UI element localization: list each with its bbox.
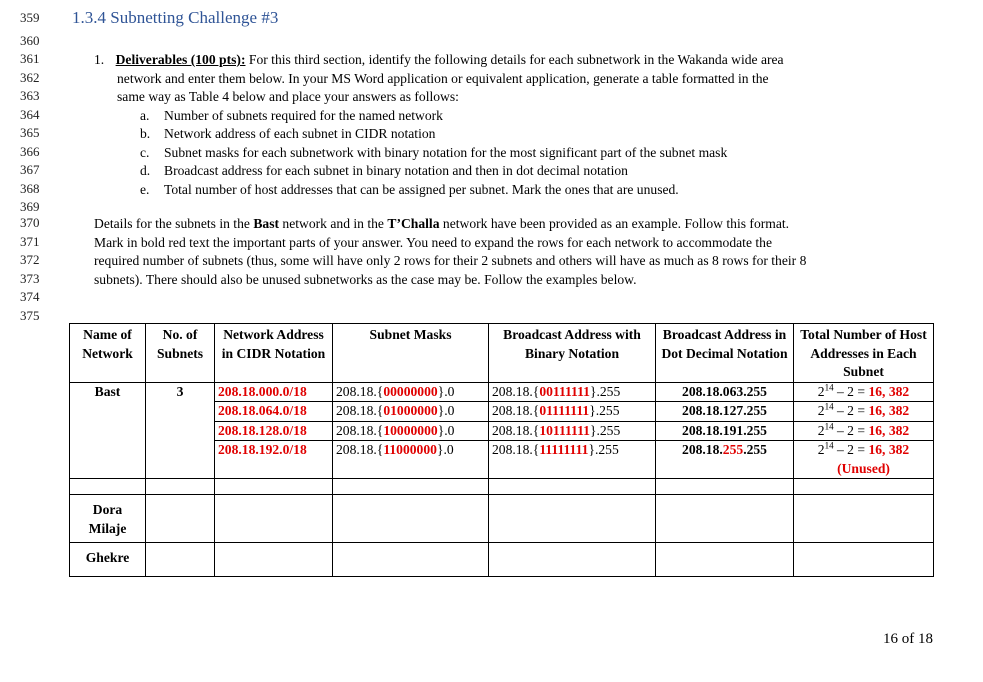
bc-binary: 11111111: [539, 442, 589, 457]
mask-cell: [333, 382, 489, 402]
bc-suffix: }.255: [588, 442, 619, 457]
details-line-3: required number of subnets (thus, some will have only 2 rows for their 2 subnets and others will have as much as 8 rows for their 8: [94, 253, 807, 268]
hosts-formula: – 2 =: [833, 442, 869, 457]
header-subnets: No. of Subnets: [146, 324, 215, 383]
mask-suffix: }.0: [437, 422, 455, 438]
mask-binary: 00000000: [383, 383, 438, 399]
deliverable-label: Deliverables (100 pts):: [115, 52, 246, 67]
bc-binary: 00111111: [539, 383, 590, 399]
dot-prefix: 208.18.: [682, 442, 723, 457]
broadcast-binary-cell: [489, 441, 656, 479]
details-text: Details for the subnets in the: [94, 216, 254, 231]
cidr-cell: 208.18.000.0/18: [215, 382, 333, 402]
bc-prefix: 208.18.{: [492, 422, 540, 438]
line-number: 368: [20, 180, 40, 196]
subnet-table: [69, 323, 934, 577]
details-text: network have been provided as an example. Follow this format.: [439, 216, 790, 231]
cidr-cell: 208.18.128.0/18: [215, 421, 333, 441]
sub-item-text: Broadcast address for each subnet in binary notation and then in dot decimal notation: [164, 163, 628, 178]
subnet-count-bast: 3: [146, 382, 215, 479]
sub-item-text: Subnet masks for each subnetwork with binary notation for the most significant part of the subnet mask: [164, 144, 728, 160]
hosts-formula: – 2 =: [833, 403, 869, 418]
line-number: 361: [20, 51, 40, 66]
table-row: [70, 382, 934, 402]
spacer-row: [70, 479, 934, 495]
mask-binary: 01000000: [383, 403, 438, 418]
header-broadcast-binary: Broadcast Address with Binary Notation: [489, 324, 656, 383]
bast-bold: Bast: [253, 216, 280, 231]
sub-item: [140, 125, 435, 144]
dot-prefix: 208.18.: [682, 403, 723, 418]
mask-prefix: 208.18.{: [336, 422, 384, 438]
sub-item-text: Network address of each subnet in CIDR notation: [164, 126, 436, 141]
hosts-base: 2: [817, 383, 825, 399]
bc-prefix: 208.18.{: [492, 442, 540, 457]
dot-suffix: .255: [743, 442, 767, 457]
bc-suffix: }.255: [589, 383, 621, 399]
deliverable-text: For this third section, identify the following details for each subnetwork in the Wakanda wide area: [245, 52, 784, 67]
hosts-formula: – 2 =: [833, 422, 869, 438]
sub-item-letter: c.: [140, 144, 150, 160]
line-number: 364: [20, 106, 40, 122]
hosts-cell: [794, 441, 934, 479]
hosts-value: 16, 382: [868, 442, 910, 457]
hosts-base: 2: [817, 403, 825, 418]
line-number: 375: [20, 307, 40, 323]
dot-suffix: .255: [743, 403, 767, 418]
details-line-2: Mark in bold red text the important parts of your answer. You need to expand the rows for each network to accommodate the: [94, 234, 772, 250]
broadcast-binary-cell: [489, 382, 656, 402]
header-hosts: Total Number of Host Addresses in Each Subnet: [794, 324, 934, 383]
cidr-cell: 208.18.192.0/18: [215, 441, 333, 479]
hosts-value: 16, 382: [868, 383, 910, 399]
hosts-exponent: 14: [824, 381, 834, 392]
network-name-bast: Bast: [70, 382, 146, 479]
table-header-row: [70, 324, 934, 383]
mask-binary: 11000000: [383, 442, 437, 457]
hosts-exponent: 14: [824, 401, 834, 412]
sub-item-text: Number of subnets required for the named network: [164, 107, 443, 123]
broadcast-dot-cell: [656, 402, 794, 422]
dot-octet: 255: [722, 442, 744, 457]
broadcast-dot-cell: [656, 382, 794, 402]
line-number: 363: [20, 88, 40, 103]
line-number: 369: [20, 199, 40, 214]
mask-cell: [333, 402, 489, 422]
dot-prefix: 208.18.: [682, 422, 723, 438]
header-cidr: Network Address in CIDR Notation: [215, 324, 333, 383]
mask-prefix: 208.18.{: [336, 383, 384, 399]
deliverable-line-3: same way as Table 4 below and place your answers as follows:: [117, 89, 459, 104]
mask-suffix: }.0: [436, 442, 454, 457]
line-number: 367: [20, 162, 40, 177]
section-heading: 1.3.4 Subnetting Challenge #3: [72, 8, 279, 27]
dot-prefix: 208.18.: [682, 383, 723, 399]
bc-prefix: 208.18.{: [492, 403, 540, 418]
tchalla-bold: T’Challa: [387, 216, 440, 231]
mask-cell: [333, 421, 489, 441]
dot-octet: 191: [722, 422, 744, 438]
sub-item: [140, 144, 727, 163]
dot-octet: 063: [722, 383, 744, 399]
hosts-base: 2: [817, 422, 825, 438]
dot-suffix: .255: [743, 383, 767, 399]
mask-suffix: }.0: [437, 383, 455, 399]
sub-item: [140, 107, 443, 126]
broadcast-dot-cell: [656, 441, 794, 479]
table-row: [70, 495, 934, 543]
dot-octet: 127: [722, 403, 744, 418]
header-name: Name of Network: [70, 324, 146, 383]
mask-cell: [333, 441, 489, 479]
bc-suffix: }.255: [589, 422, 621, 438]
hosts-value: 16, 382: [868, 422, 910, 438]
deliverable-line-1: [94, 51, 784, 70]
bc-prefix: 208.18.{: [492, 383, 540, 399]
sub-item: [140, 162, 628, 181]
line-number: 372: [20, 252, 40, 267]
line-number: 371: [20, 233, 40, 249]
broadcast-binary-cell: [489, 421, 656, 441]
network-name-dora: Dora Milaje: [70, 495, 146, 543]
hosts-exponent: 14: [824, 420, 834, 431]
hosts-base: 2: [817, 442, 825, 457]
hosts-exponent: 14: [824, 440, 834, 451]
hosts-cell: [794, 421, 934, 441]
sub-item-letter: d.: [140, 163, 151, 178]
line-number: 374: [20, 289, 40, 304]
header-masks: Subnet Masks: [333, 324, 489, 383]
sub-item-letter: e.: [140, 181, 150, 197]
hosts-value: 16, 382: [868, 403, 910, 418]
sub-item-letter: b.: [140, 126, 151, 141]
line-number: 362: [20, 69, 40, 85]
bc-binary: 10111111: [539, 422, 590, 438]
sub-item-letter: a.: [140, 107, 150, 123]
hosts-cell: [794, 382, 934, 402]
unused-label: (Unused): [837, 460, 890, 476]
broadcast-binary-cell: [489, 402, 656, 422]
table-row: [70, 543, 934, 577]
network-name-ghekre: Ghekre: [70, 543, 146, 577]
line-number: 366: [20, 143, 40, 159]
dot-suffix: .255: [743, 422, 767, 438]
broadcast-dot-cell: [656, 421, 794, 441]
details-line-4: subnets). There should also be unused subnetworks as the case may be. Follow the examples below.: [94, 271, 637, 287]
details-line-1: [94, 215, 789, 234]
list-number: 1.: [94, 52, 105, 67]
sub-item-text: Total number of host addresses that can be assigned per subnet. Mark the ones that are unused.: [164, 181, 679, 197]
mask-suffix: }.0: [437, 403, 455, 418]
bc-suffix: }.255: [589, 403, 620, 418]
mask-binary: 10000000: [383, 422, 438, 438]
sub-item: [140, 181, 679, 200]
line-number: 365: [20, 125, 40, 140]
details-text: network and in the: [279, 216, 388, 231]
deliverable-line-2: network and enter them below. In your MS Word application or equivalent application, generate a table formatted in the: [117, 70, 769, 86]
line-number: 359: [20, 10, 40, 25]
bc-binary: 01111111: [539, 403, 590, 418]
mask-prefix: 208.18.{: [336, 403, 384, 418]
hosts-cell: [794, 402, 934, 422]
mask-prefix: 208.18.{: [336, 442, 384, 457]
hosts-formula: – 2 =: [833, 383, 869, 399]
line-number: 370: [20, 215, 40, 230]
line-number: 360: [20, 33, 40, 48]
line-number: 373: [20, 270, 40, 286]
page-number: 16 of 18: [883, 631, 933, 647]
header-broadcast-dot: Broadcast Address in Dot Decimal Notation: [656, 324, 794, 383]
cidr-cell: 208.18.064.0/18: [215, 402, 333, 422]
